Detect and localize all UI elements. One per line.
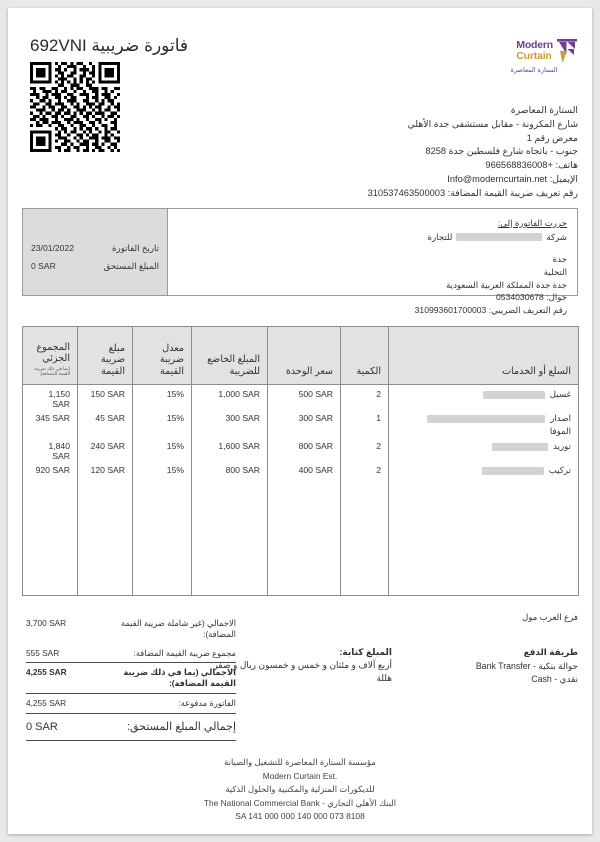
col-header-vat-amount: مبلغ ضريبة القيمة: [78, 327, 133, 385]
total-row-paid: [26, 693, 236, 713]
redacted-item-name: [483, 391, 545, 399]
total-label-net: الاجمالي (غير شاملة ضريبة القيمة المضافة):: [120, 618, 236, 639]
invoice-date-row: [31, 243, 159, 254]
total-value-due: 0 SAR: [26, 720, 58, 733]
total-label-gross: الاجمالي (بما في ذلك ضريبة القيمة المضافة):: [123, 667, 236, 689]
cell-vat-rate: 15%: [133, 409, 192, 437]
item-name-line2: الموفا: [549, 426, 571, 436]
table-row: [23, 437, 579, 461]
cell-unit-price: 300 SAR: [268, 409, 341, 437]
logo-text-arabic: الستارة المعاصرة: [510, 67, 558, 74]
col-header-quantity: الكمية: [341, 327, 389, 385]
cell-vat-amount: 240 SAR: [78, 437, 133, 461]
total-label-paid: الفاتورة مدفوعة:: [178, 697, 236, 708]
bill-to-company: [307, 231, 567, 244]
col-header-taxable-amount: المبلغ الخاضع للضريبة: [192, 327, 268, 385]
amount-due-row: [31, 261, 159, 272]
cell-description: [389, 437, 579, 461]
payment-method-block: [418, 646, 578, 685]
branch-label: فرع العرب مول: [521, 612, 578, 622]
logo-text-modern: Modern: [516, 38, 553, 51]
seller-address-1: شارع المكرونة - مقابل مستشفى جدة الأهلي: [407, 118, 578, 129]
redacted-item-name: [427, 415, 545, 423]
redacted-item-name: [492, 443, 548, 451]
seller-details: [248, 104, 578, 200]
amount-due-value: 0 SAR: [31, 261, 56, 271]
company-logo: [490, 38, 578, 74]
cell-taxable-amount: 1,000 SAR: [192, 385, 268, 410]
footer-company-ar: مؤسسة الستارة المعاصرة للتشغيل والصيانة: [224, 757, 376, 767]
page-title: فاتورة ضريبية INV296: [30, 36, 189, 55]
bill-to-tax-id: رقم التعريف الضريبي: 310993601700003: [414, 305, 567, 316]
table-filler-row: [23, 484, 579, 596]
redacted-item-name: [482, 467, 544, 475]
totals-bottom-rule: [26, 740, 236, 741]
invoice-date-label: تاريخ الفاتورة: [112, 243, 159, 253]
col-header-subtotal-main: المجموع الجزئي: [36, 341, 70, 365]
cell-description: [389, 409, 579, 437]
total-row-due: [26, 713, 236, 740]
table-body: [23, 385, 579, 596]
col-header-unit-price: سعر الوحدة: [268, 327, 341, 385]
payment-method-option-cash: نقدي - Cash: [531, 673, 578, 684]
table-row: [23, 385, 579, 410]
cell-description: [389, 385, 579, 410]
item-name-prefix: تركيب: [548, 465, 571, 475]
cell-subtotal: 920 SAR: [23, 461, 78, 484]
bill-to-panel: [168, 209, 577, 316]
invoice-date-value: 23/01/2022: [31, 243, 75, 253]
cell-quantity: 2: [341, 437, 389, 461]
cell-subtotal: 345 SAR: [23, 409, 78, 437]
cell-quantity: 1: [341, 409, 389, 437]
footer-company-en: Modern Curtain Est.: [262, 770, 338, 781]
seller-name: الستارة المعاصرة: [510, 105, 578, 115]
bill-to-company-prefix: شركة: [546, 231, 567, 242]
bill-to-country: جدة جدة المملكة العربية السعودية: [446, 279, 567, 290]
footer-iban: SA 141 000 000 140 000 073 8108: [235, 811, 365, 822]
cell-vat-amount: 150 SAR: [78, 385, 133, 410]
cell-vat-rate: 15%: [133, 385, 192, 410]
total-row-vat: [26, 644, 236, 663]
qr-code: [30, 62, 120, 152]
invoice-footer: [8, 756, 592, 824]
total-row-gross: [26, 662, 236, 693]
total-value-paid: 4,255 SAR: [26, 697, 67, 708]
cell-quantity: 2: [341, 385, 389, 410]
redacted-company-name: [456, 233, 542, 241]
bill-to-city: جدة: [552, 253, 567, 264]
bill-to-district: التحلية: [543, 266, 567, 277]
seller-address-2: معرض رقم 1: [526, 132, 578, 143]
table-header-row: [23, 327, 579, 385]
footer-tagline: للديكورات المنزلية والمكتبية والحلول الذكية: [225, 784, 375, 795]
table-row: [23, 409, 579, 437]
total-value-vat: 555 SAR: [26, 647, 60, 658]
bill-to-heading: حررت الفاتورة إلى:: [497, 218, 567, 228]
total-value-net: 3,700 SAR: [26, 618, 67, 628]
item-name-prefix: اصدار: [550, 413, 571, 423]
payment-method-heading: طريقة الدفع: [523, 647, 578, 657]
cell-subtotal: 1,840 SAR: [23, 437, 78, 461]
cell-unit-price: 500 SAR: [268, 385, 341, 410]
cell-taxable-amount: 1,600 SAR: [192, 437, 268, 461]
bill-to-company-suffix: للتجارة: [427, 231, 453, 242]
cell-vat-rate: 15%: [133, 437, 192, 461]
cell-taxable-amount: 800 SAR: [192, 461, 268, 484]
seller-vat-number: رقم تعريف ضريبة القيمة المضافة: 310537463500003: [367, 187, 578, 198]
invoice-sheet: [8, 8, 592, 834]
payment-method-option-bank: حوالة بنكية - Bank Transfer: [475, 660, 578, 671]
amount-due-label: المبلغ المستحق: [103, 261, 159, 271]
line-items-table: [22, 326, 579, 596]
seller-phone: هاتف: +966568836008: [485, 160, 578, 170]
item-name-prefix: غسيل: [549, 389, 571, 399]
cell-quantity: 2: [341, 461, 389, 484]
cell-vat-amount: 45 SAR: [78, 409, 133, 437]
col-header-subtotal-note: (بما في ذلك ضريبة القيمة المضافة): [34, 365, 70, 377]
seller-address-3: جنوب - باتجاه شارع فلسطين جدة 8258: [425, 146, 578, 157]
bill-to-section: [22, 208, 578, 316]
footer-bank-name: البنك الأهلي التجاري - The National Commercial Bank: [203, 797, 397, 808]
total-label-vat: مجموع ضريبة القيمة المضافة:: [133, 647, 236, 658]
total-label-due: إجمالي المبلغ المستحق:: [126, 720, 236, 733]
totals-block: [26, 614, 236, 741]
amount-in-words-heading: المبلغ كتابة:: [339, 647, 392, 657]
cell-unit-price: 800 SAR: [268, 437, 341, 461]
cell-vat-rate: 15%: [133, 461, 192, 484]
cell-description: [389, 461, 579, 484]
logo-text-curtain: Curtain: [516, 50, 552, 62]
col-header-description: السلع أو الخدمات: [389, 327, 579, 385]
cell-vat-amount: 120 SAR: [78, 461, 133, 484]
total-row-net: [26, 614, 236, 644]
curtain-icon: [556, 38, 578, 64]
col-header-subtotal: [23, 327, 78, 385]
seller-email: الإيميل: Info@moderncurtain.net: [447, 173, 578, 184]
cell-unit-price: 400 SAR: [268, 461, 341, 484]
amount-in-words-value: أربع آلاف و مئتان و خمس و خمسون ريال و صفر هللة: [213, 660, 392, 684]
bill-to-mobile: جوال: 0534030678: [496, 292, 567, 303]
item-name-prefix: توريد: [553, 441, 571, 451]
col-header-vat-rate: معدل ضريبة القيمة: [133, 327, 192, 385]
cell-subtotal: 1,150 SAR: [23, 385, 78, 410]
cell-taxable-amount: 300 SAR: [192, 409, 268, 437]
total-value-gross: 4,255 SAR: [26, 667, 67, 678]
invoice-meta-panel: [23, 209, 168, 295]
table-row: [23, 461, 579, 484]
